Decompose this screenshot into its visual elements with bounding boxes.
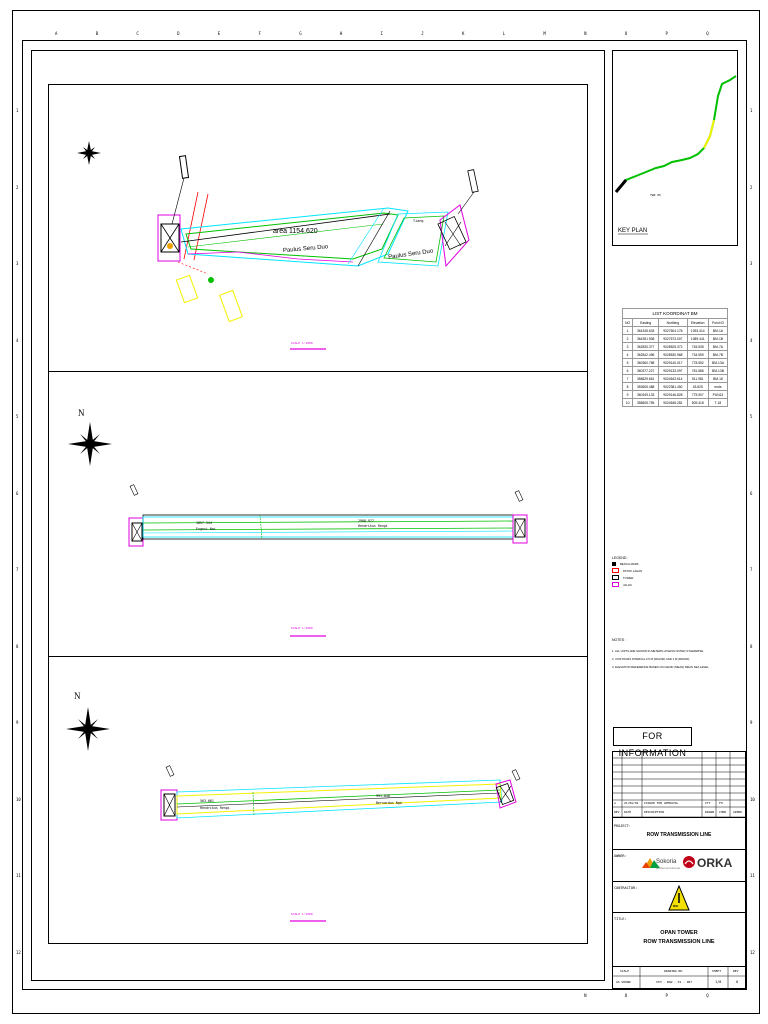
bm-table-header: NO <box>623 319 633 327</box>
drawing-no-value: STH - ROW - 01 - 007 <box>656 980 693 984</box>
title-row <box>612 912 746 965</box>
contractor-label: CONTRACTOR: <box>614 886 638 890</box>
grid-row-10: 10 <box>16 796 21 802</box>
table-cell: 745.535 <box>687 343 708 351</box>
table-cell: BM-7A <box>708 343 727 351</box>
panel-1-owner-left: Paulus Seru Duo <box>282 244 329 255</box>
panel-3-plan <box>48 656 588 944</box>
revision-cell: 21/06/02 <box>624 801 639 805</box>
key-plan-marker: TWR 05 <box>650 193 661 197</box>
legend-symbol-icon <box>612 562 616 566</box>
grid-col-bottom-N: N <box>584 993 587 998</box>
sheet-value: 1/8 <box>715 980 722 984</box>
revision-cell: ISSUED FOR APPROVAL <box>644 801 679 805</box>
legend <box>612 556 672 588</box>
table-cell: 9024643.614 <box>659 375 687 383</box>
table-cell: 9022381.450 <box>659 383 687 391</box>
panel-2-scale-label: SCALE 1:1000 <box>291 626 313 630</box>
table-row <box>623 399 728 407</box>
grid-row-right-7: 7 <box>750 567 753 572</box>
grid-row-right-12: 12 <box>750 949 755 955</box>
grid-col-L: L <box>502 31 506 36</box>
table-cell: 511.981 <box>687 375 708 383</box>
bm-table-header: Elevation <box>687 319 708 327</box>
legend-item <box>612 567 672 574</box>
grid-row-right-8: 8 <box>750 643 753 649</box>
table-cell: 9027604.178 <box>659 327 687 335</box>
table-cell: 6 <box>623 367 633 375</box>
table-cell: 775.907 <box>687 391 708 399</box>
project-row <box>612 817 746 850</box>
owner-row <box>612 849 746 882</box>
revision-header-cell: DRAWN <box>705 810 715 814</box>
north-arrow-icon <box>68 408 112 466</box>
table-cell: 358629.661 <box>633 375 659 383</box>
rev-label: REV <box>733 969 739 973</box>
sokoria-logo-icon <box>640 854 680 878</box>
panel-1-area-label: area <box>273 228 288 235</box>
revision-cell: FH <box>719 801 723 805</box>
panel-2-right-area: 2988.977 <box>358 519 374 523</box>
title-line-2: ROW TRANSMISSION LINE <box>643 939 715 945</box>
grid-col-M: M <box>543 31 546 36</box>
table-cell: 362830.377 <box>633 343 659 351</box>
owner-label: OWNER: <box>614 854 627 858</box>
revision-header-cell: DATE <box>624 810 632 814</box>
owner-2-name: ORKA <box>697 856 733 870</box>
panel-3-left-owner: Hendrikus Rengi <box>200 806 230 810</box>
drawing-no-label: DRAWING NO. <box>664 969 684 973</box>
grid-row-7: 7 <box>16 567 19 572</box>
grid-col-J: J <box>421 31 424 36</box>
table-cell: 1 <box>623 327 633 335</box>
grid-col-D: D <box>177 31 180 36</box>
bm-table-header: Northing <box>659 319 687 327</box>
table-cell: BM-13A <box>708 359 727 367</box>
notes <box>612 638 742 671</box>
revision-header-cell: REV <box>614 810 620 814</box>
panel-2-left-owner: Engesi Nai <box>196 527 216 531</box>
note-item: 2. CONTOURS INTERVAL 0.5 M (MAJOR) AND 1 M (MINOR). <box>612 657 691 661</box>
contractor-row <box>612 881 746 913</box>
grid-col-E: E <box>217 31 221 36</box>
revision-header-cell: DESCRIPTION <box>644 810 664 814</box>
grid-col-K: K <box>462 31 465 36</box>
project-name: ROW TRANSMISSION LINE <box>646 832 712 838</box>
table-cell: ends <box>708 383 727 391</box>
table-cell: 734.559 <box>687 351 708 359</box>
table-cell: 3 <box>623 343 633 351</box>
contractor-mark: RIG <box>673 904 679 908</box>
legend-title: LEGEND : <box>612 556 629 560</box>
key-plan-map <box>612 50 738 246</box>
legend-symbol-icon <box>612 575 619 580</box>
grid-col-bottom-Q: Q <box>706 993 709 998</box>
note-item: 3. ELEVATION REFERENCE BASED ON GEOID (MEAN) MEAN SEA LEVEL. <box>612 665 710 669</box>
table-cell: 9028525.372 <box>659 343 687 351</box>
grid-row-9: 9 <box>16 720 19 725</box>
grid-col-bottom-O: O <box>624 993 628 998</box>
revision-header-row <box>612 808 746 816</box>
bm-table <box>622 318 728 407</box>
grid-col-A: A <box>55 31 58 36</box>
table-cell: 7 <box>623 375 633 383</box>
revision-cell: A <box>614 801 616 805</box>
table-cell: 5 <box>623 359 633 367</box>
north-arrow-icon <box>66 691 110 751</box>
table-cell: 4 <box>623 351 633 359</box>
table-cell: BM-13B <box>708 367 727 375</box>
grid-col-P: P <box>665 31 668 36</box>
table-cell: 1089.441 <box>687 335 708 343</box>
grid-row-right-11: 11 <box>750 873 755 878</box>
table-cell: 353605.488 <box>633 383 659 391</box>
grid-col-bottom-P: P <box>665 993 668 998</box>
table-row <box>623 383 728 391</box>
grid-row-right-2: 2 <box>750 184 753 190</box>
table-cell: 9 <box>623 391 633 399</box>
title-line-1: OPAN TOWER <box>660 930 698 936</box>
grid-col-O: O <box>624 31 628 36</box>
north-arrow-icon <box>77 141 101 165</box>
legend-label: PATOK LAHAN <box>623 568 643 573</box>
grid-col-N: N <box>584 31 587 36</box>
grid-col-F: F <box>258 31 261 36</box>
revision-cell: ITT <box>705 801 711 805</box>
grid-row-right-3: 3 <box>750 261 753 266</box>
table-cell: 362842.496 <box>633 351 659 359</box>
bm-table-header: Point ID <box>708 319 727 327</box>
sheet-label: SHEET <box>712 969 722 973</box>
panel-3-right-area: 991.848 <box>376 794 390 798</box>
grid-row-4: 4 <box>16 337 19 343</box>
grid-row-1: 1 <box>16 108 19 113</box>
project-label: PROJECT: <box>614 824 631 828</box>
panel-2-right-owner: Hendrikus Rengi <box>358 524 388 528</box>
grid-row-2: 2 <box>16 184 19 190</box>
panel-1-area-value: 1154.620 <box>288 228 318 235</box>
key-plan-title: KEY PLAN <box>618 228 648 234</box>
grid-col-Q: Q <box>706 31 709 36</box>
panel-1-area <box>273 228 318 235</box>
note-item: 1. ALL UNITS ARE SHOWN IN METERS UNLESS NOTED OTHERWISE. <box>612 649 704 653</box>
panel-1-plan <box>48 84 588 372</box>
table-cell: 9027673.007 <box>659 335 687 343</box>
panel-1-small-label: Tiang <box>413 219 424 223</box>
panel-2-plan <box>48 371 588 657</box>
legend-item <box>612 574 672 581</box>
grid-row-right-1: 1 <box>750 108 753 113</box>
revision-header-cell: CHKD <box>719 810 727 814</box>
panel-1-scale-label: SCALE 1:1000 <box>291 341 313 345</box>
table-cell: BM-1A <box>708 327 727 335</box>
panel-2-left-area: 1857.344 <box>196 521 212 525</box>
grid-col-B: B <box>95 31 99 36</box>
legend-label: TOWER <box>623 575 634 580</box>
table-row <box>623 359 728 367</box>
table-cell: 8 <box>623 383 633 391</box>
table-cell: 9029146.828 <box>659 391 687 399</box>
grid-col-I: I <box>380 31 384 36</box>
grid-col-H: H <box>339 31 343 36</box>
table-row <box>623 391 728 399</box>
revision-row-a <box>612 800 746 807</box>
for-information-stamp: FOR INFORMATION <box>613 727 692 746</box>
table-cell: 9028530.968 <box>659 351 687 359</box>
legend-item <box>612 560 672 567</box>
bm-table-header: Easting <box>633 319 659 327</box>
table-cell: 43.825 <box>687 383 708 391</box>
table-cell: BM-7B <box>708 351 727 359</box>
table-cell: 10 <box>623 399 633 407</box>
drawing-info-row <box>612 966 746 990</box>
scale-value: AS SHOWN <box>616 980 631 984</box>
table-cell: 9024645.281 <box>659 399 687 407</box>
table-row <box>623 351 728 359</box>
legend-symbol-icon <box>612 582 619 587</box>
legend-symbol-icon <box>612 568 619 573</box>
title-label: TITLE: <box>614 917 627 921</box>
legend-label: BENCH MARK <box>620 561 639 566</box>
table-cell: 360377.227 <box>633 367 659 375</box>
svg-text:N: N <box>74 691 81 701</box>
table-row <box>623 343 728 351</box>
table-cell: BM-18 <box>708 375 727 383</box>
grid-row-right-9: 9 <box>750 720 753 725</box>
table-cell: 9029133.097 <box>659 367 687 375</box>
owner-1-name: Sokoria <box>656 859 677 865</box>
table-cell: 360349.133 <box>633 391 659 399</box>
panel-1-owner-right: Paulus Seru Duo <box>387 248 434 261</box>
grid-row-6: 6 <box>16 490 19 496</box>
grid-row-right-4: 4 <box>750 337 753 343</box>
grid-row-12: 12 <box>16 949 21 955</box>
grid-row-5: 5 <box>16 414 19 419</box>
panel-3-left-area: 563.661 <box>200 799 214 803</box>
scale-label: SCALE <box>620 969 630 973</box>
table-cell: 2 <box>623 335 633 343</box>
legend-item <box>612 581 672 588</box>
table-cell: 358605.755 <box>633 399 659 407</box>
rev-value: 0 <box>736 980 739 984</box>
grid-row-8: 8 <box>16 643 19 649</box>
table-row <box>623 335 728 343</box>
table-cell: 1093.414 <box>687 327 708 335</box>
grid-row-right-5: 5 <box>750 414 753 419</box>
table-cell: BM-1B <box>708 335 727 343</box>
owner-1-sub: geothermal indonesia <box>656 867 680 870</box>
revision-header-cell: APPRD <box>733 810 743 814</box>
svg-text:N: N <box>78 408 85 418</box>
table-cell: 781.586 <box>687 367 708 375</box>
table-cell: 509.418 <box>687 399 708 407</box>
table-cell: 364351.908 <box>633 335 659 343</box>
grid-row-3: 3 <box>16 261 19 266</box>
grid-row-right-10: 10 <box>750 796 755 802</box>
panel-3-scale-label: SCALE 1:1000 <box>291 912 313 916</box>
grid-col-G: G <box>299 31 302 36</box>
grid-row-11: 11 <box>16 873 21 878</box>
bm-table-title: LIST KOORDINAT BM <box>622 308 728 318</box>
panel-3-right-owner: Bernardus Ngo <box>376 801 402 805</box>
notes-title: NOTES : <box>612 638 627 642</box>
grid-col-C: C <box>136 31 139 36</box>
legend-label: JALAN <box>623 582 632 587</box>
table-cell: 9029140.017 <box>659 359 687 367</box>
table-row <box>623 375 728 383</box>
table-cell: 778.552 <box>687 359 708 367</box>
table-cell: 360360.788 <box>633 359 659 367</box>
grid-row-right-6: 6 <box>750 490 753 496</box>
table-row <box>623 327 728 335</box>
table-cell: T-18 <box>708 399 727 407</box>
orka-logo-icon <box>682 855 696 869</box>
table-cell: PUN13 <box>708 391 727 399</box>
bm-table-wrap <box>622 308 728 407</box>
table-cell: 364345.633 <box>633 327 659 335</box>
contractor-logo-icon <box>668 885 690 911</box>
table-row <box>623 367 728 375</box>
